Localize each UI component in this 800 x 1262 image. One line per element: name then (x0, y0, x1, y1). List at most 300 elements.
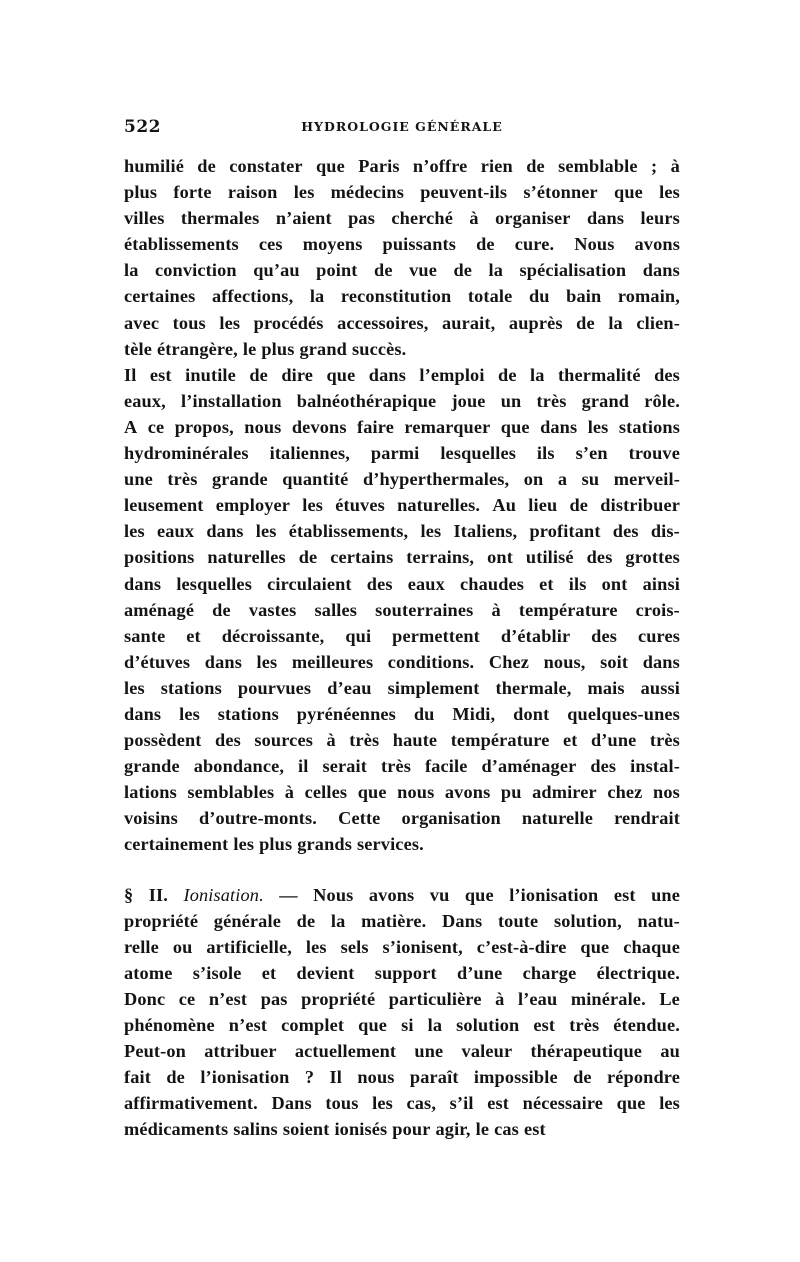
word: de (197, 156, 216, 176)
word: qui (345, 625, 372, 646)
word: d’une (456, 962, 503, 983)
word: Peut-on (124, 1041, 186, 1062)
word: dans (124, 573, 162, 594)
word: les (659, 182, 680, 203)
word: nous (397, 782, 435, 803)
word: certaines (124, 286, 196, 307)
word: complet (281, 1015, 345, 1035)
page-number: 522 (124, 117, 161, 137)
word: à (495, 988, 505, 1009)
word: sources (254, 730, 313, 751)
word: utilisé (525, 547, 574, 568)
word: Ionisation. (183, 884, 264, 905)
word: de (476, 234, 495, 255)
word: leusement (124, 495, 204, 516)
word: et (539, 573, 554, 594)
word: l’ionisation (509, 884, 599, 905)
word: celles (304, 782, 348, 803)
word: médecins (330, 182, 404, 203)
body-text (124, 153, 680, 1142)
word: le (242, 338, 257, 359)
word: dans (642, 651, 680, 672)
word: leurs (640, 208, 680, 229)
word: s’isole (192, 962, 242, 983)
word: les (659, 1093, 680, 1114)
word: serait (322, 756, 368, 777)
word: plus (259, 834, 293, 855)
text-line (124, 414, 680, 440)
text-line (124, 440, 680, 466)
word: si (401, 1015, 414, 1035)
word: dans (206, 521, 244, 542)
word: souterraines (375, 599, 474, 620)
word: des (590, 756, 617, 777)
word: propriété (301, 988, 376, 1009)
word: cas, (406, 1093, 437, 1114)
text-line (124, 986, 680, 1012)
word: thérapeutique (530, 1041, 643, 1062)
word: rendrait (614, 808, 680, 829)
word: cures (637, 625, 680, 646)
word: et (261, 962, 277, 983)
word: plus (124, 182, 158, 203)
word: température (450, 730, 550, 751)
text-line (124, 466, 680, 492)
word: c’est-à-dire (476, 936, 567, 957)
word: vastes (248, 599, 297, 620)
word: l’emploi (419, 364, 485, 385)
word: Paris (358, 156, 400, 176)
word: nous, (543, 651, 586, 672)
word: de (249, 364, 268, 385)
word: les (293, 182, 315, 203)
text-line (124, 960, 680, 986)
word: que (464, 884, 494, 905)
word: ou (172, 936, 193, 957)
word: agir, (435, 1119, 471, 1140)
word: la (330, 910, 346, 931)
word: pyrénéennes (296, 703, 396, 724)
word: impossible (473, 1067, 558, 1088)
text-line (124, 336, 680, 362)
word: ils (568, 573, 587, 594)
word: d’outre-monts. (198, 808, 318, 829)
word: Nous (313, 884, 354, 905)
word: dans (642, 260, 680, 281)
text-line (124, 257, 680, 283)
word: Il (124, 364, 137, 385)
word: trouve (628, 443, 680, 464)
word: certains (330, 547, 394, 568)
word: très (649, 730, 680, 751)
word: est (613, 884, 636, 905)
word: simplement (387, 677, 480, 698)
word: atome (124, 962, 173, 983)
word: vu (429, 884, 450, 905)
word: profitant (529, 521, 601, 542)
word: s’il (449, 1093, 474, 1114)
word: chaque (623, 936, 680, 957)
word: très (380, 756, 412, 777)
word: d’aménager (481, 756, 577, 777)
word: les (255, 521, 277, 542)
word: que (616, 1093, 646, 1114)
text-line (124, 649, 680, 675)
word: Nous (574, 234, 615, 255)
word: thermale, (495, 677, 572, 698)
text-line (124, 1064, 680, 1090)
word: possèdent (124, 730, 202, 751)
word: de (374, 260, 393, 281)
word: quelques-unes (567, 703, 680, 724)
word: Le (659, 988, 680, 1009)
word: les (302, 495, 324, 516)
word: matière. (361, 910, 427, 931)
text-line (124, 518, 680, 544)
word: vue (409, 260, 437, 281)
word: instal- (630, 756, 680, 777)
word: a (557, 469, 568, 490)
word: peuvent-ils (420, 182, 508, 203)
word: de (298, 547, 318, 568)
word: Donc (124, 988, 166, 1009)
word: ionisés (334, 1119, 388, 1140)
word: bain (566, 286, 602, 307)
word: à (469, 208, 479, 229)
word: la (309, 286, 325, 307)
word: le (475, 1119, 490, 1140)
word: actuellement (294, 1041, 397, 1062)
word: des (591, 625, 618, 646)
word: à (670, 156, 680, 176)
word: hydrominérales (124, 443, 249, 464)
word: propriété (124, 910, 199, 931)
word: forte (173, 182, 212, 203)
word: répondre (607, 1067, 680, 1088)
word: minérale. (570, 988, 646, 1009)
word: mais (587, 677, 625, 698)
word: dans (204, 651, 242, 672)
word: ainsi (642, 573, 680, 594)
word: de (212, 599, 231, 620)
word: avons (368, 884, 415, 905)
text-line (124, 231, 680, 257)
word: dire (281, 364, 314, 385)
word: cherché (391, 208, 453, 229)
word: clien- (636, 312, 680, 333)
text-line (124, 544, 680, 570)
word: toute (497, 910, 539, 931)
word: pu (500, 782, 522, 803)
word: est (523, 1119, 546, 1140)
word: de (576, 312, 595, 333)
word: certainement (124, 834, 229, 855)
word: terrains, (406, 547, 475, 568)
word: ce (178, 988, 196, 1009)
text-line (124, 571, 680, 597)
word: grands (297, 834, 352, 855)
word: un (500, 390, 522, 411)
word: conditions. (387, 651, 475, 672)
word: décroissante, (221, 625, 325, 646)
word: des (654, 364, 680, 385)
word: générale (213, 910, 281, 931)
word: particulière (388, 988, 482, 1009)
word: pourvues (237, 677, 312, 698)
word: phénomène (124, 1015, 215, 1035)
word: semblables (187, 782, 275, 803)
word: la (488, 260, 504, 281)
word: semblable (558, 156, 638, 176)
word: très (536, 390, 567, 411)
word: ces (258, 234, 283, 255)
text-line (124, 388, 680, 414)
word: les (219, 312, 241, 333)
word: médicaments (124, 1119, 229, 1140)
word: devient (296, 962, 355, 983)
word: la (427, 1015, 443, 1035)
word: avons (444, 782, 491, 803)
word: thermalité (557, 364, 641, 385)
word: grand (299, 338, 347, 359)
word: étendue. (613, 1015, 680, 1035)
text-line (124, 779, 680, 805)
word: voisins (124, 808, 178, 829)
word: étrangère, (157, 338, 238, 359)
word: stations (160, 677, 222, 698)
word: tèle (124, 338, 152, 359)
word: solution, (553, 910, 622, 931)
word: nous (357, 1067, 395, 1088)
text-line (124, 283, 680, 309)
word: les (587, 416, 609, 437)
word: très (167, 469, 198, 490)
text-line (124, 1116, 680, 1142)
word: Cette (338, 808, 381, 829)
section-gap (124, 858, 680, 882)
paragraph (124, 882, 680, 1143)
word: n’est (208, 988, 248, 1009)
word: les (179, 703, 200, 724)
text-line (124, 179, 680, 205)
word: très (349, 730, 380, 751)
word: Il (329, 1067, 342, 1088)
word: sels (340, 936, 369, 957)
word: meilleures (291, 651, 374, 672)
word: support (374, 962, 437, 983)
word: au (660, 1041, 680, 1062)
word: rien (480, 156, 513, 176)
text-line (124, 623, 680, 649)
word: solution (456, 1015, 520, 1035)
word: nos (653, 782, 680, 803)
word: Chez (488, 651, 530, 672)
word: villes (124, 208, 165, 229)
word: affirmativement. (124, 1093, 258, 1114)
word: et (186, 625, 201, 646)
word: d’une (590, 730, 637, 751)
word: des (215, 730, 241, 751)
word: ont (487, 547, 513, 568)
word: remarquer (404, 416, 491, 437)
text-line (124, 675, 680, 701)
word: su (581, 469, 600, 490)
word: abondance, (193, 756, 285, 777)
word: que (357, 782, 387, 803)
word: A (124, 416, 138, 437)
word: ce (147, 416, 165, 437)
word: Au (492, 495, 517, 516)
word: — (279, 884, 298, 905)
word: chez (607, 782, 643, 803)
word: inutile (185, 364, 236, 385)
word: quantité (282, 469, 349, 490)
word: organiser (495, 208, 571, 229)
word: facile (424, 756, 468, 777)
word: que (315, 156, 345, 176)
word: constater (229, 156, 303, 176)
word: balnéothérapique (296, 390, 437, 411)
word: artificielle, (206, 936, 293, 957)
word: § (124, 884, 134, 905)
word: procédés (253, 312, 324, 333)
word: que (358, 1015, 388, 1035)
text-line (124, 727, 680, 753)
word: attribuer (204, 1041, 277, 1062)
word: électrique. (596, 962, 680, 983)
word: puissants (382, 234, 457, 255)
word: établissements (124, 234, 239, 255)
word: l’ionisation (200, 1067, 290, 1088)
word: sante (124, 625, 166, 646)
word: Dans (442, 910, 483, 931)
word: moyens (302, 234, 363, 255)
word: salins (233, 1119, 278, 1140)
word: n’aient (275, 208, 332, 229)
word: haute (392, 730, 438, 751)
word: grande (124, 756, 180, 777)
word: s’ionisent, (382, 936, 463, 957)
word: Midi, (452, 703, 496, 724)
word: chaudes (460, 573, 525, 594)
word: que (614, 182, 643, 203)
word: admirer (532, 782, 597, 803)
word: dis- (650, 521, 680, 542)
word: stations (618, 416, 680, 437)
word: que (500, 416, 530, 437)
word: spécialisation (519, 260, 627, 281)
word: dont (513, 703, 550, 724)
paragraph (124, 153, 680, 362)
word: il (298, 756, 309, 777)
text-line (124, 205, 680, 231)
word: une (124, 469, 153, 490)
word: étuves (335, 495, 385, 516)
word: qu’au (253, 260, 300, 281)
text-line (124, 701, 680, 727)
word: aurait, (442, 312, 496, 333)
word: pas (260, 988, 288, 1009)
word: cas (494, 1119, 519, 1140)
running-title: HYDROLOGIE GÉNÉRALE (301, 119, 503, 134)
word: conviction (155, 260, 237, 281)
word: permettent (392, 625, 480, 646)
word: aussi (640, 677, 680, 698)
word: pour (392, 1119, 431, 1140)
word: dans (540, 416, 578, 437)
text-line (124, 805, 680, 831)
word: romain, (617, 286, 680, 307)
word: de (498, 364, 517, 385)
word: des (586, 547, 613, 568)
word: grottes (625, 547, 680, 568)
word: circulaient (267, 573, 352, 594)
word: italiennes, (269, 443, 350, 464)
word: aménagé (124, 599, 195, 620)
word: merveil- (613, 469, 680, 490)
text-line (124, 908, 680, 934)
word: lesquelles (176, 573, 252, 594)
word: relle (124, 936, 159, 957)
word: natu- (637, 910, 680, 931)
word: eaux (156, 521, 195, 542)
word: les (233, 834, 255, 855)
word: n’offre (412, 156, 468, 176)
word: thermales (180, 208, 260, 229)
word: de (569, 495, 589, 516)
text-line (124, 753, 680, 779)
word: parmi (370, 443, 420, 464)
word: que (580, 936, 610, 957)
word: à (284, 782, 295, 803)
word: dans (124, 703, 162, 724)
text-line (124, 1090, 680, 1116)
word: grande (211, 469, 268, 490)
word: propos, (174, 416, 234, 437)
word: tous (172, 312, 206, 333)
word: affections, (211, 286, 294, 307)
word: naturelles (207, 547, 286, 568)
word: point (316, 260, 358, 281)
word: à (491, 599, 501, 620)
word: naturelle (521, 808, 594, 829)
word: reconstitution (340, 286, 452, 307)
word: eaux, (124, 390, 166, 411)
word: est (149, 364, 172, 385)
word: humilié (124, 156, 184, 176)
word: accessoires, (337, 312, 429, 333)
word: totale (467, 286, 513, 307)
word: nous (244, 416, 282, 437)
text-line (124, 882, 680, 908)
word: une (651, 884, 680, 905)
word: auprès (508, 312, 563, 333)
word: tous (325, 1093, 359, 1114)
word: les (305, 936, 327, 957)
word: que (326, 364, 356, 385)
word: les (420, 521, 442, 542)
word: et (562, 730, 578, 751)
text-line (124, 310, 680, 336)
word: s’étonner (523, 182, 598, 203)
word: devons (291, 416, 347, 437)
word: crois- (635, 599, 680, 620)
word: de (166, 1067, 185, 1088)
text-line (124, 492, 680, 518)
word: rôle. (644, 390, 680, 411)
word: services. (357, 834, 424, 855)
word: nécessaire (522, 1093, 604, 1114)
